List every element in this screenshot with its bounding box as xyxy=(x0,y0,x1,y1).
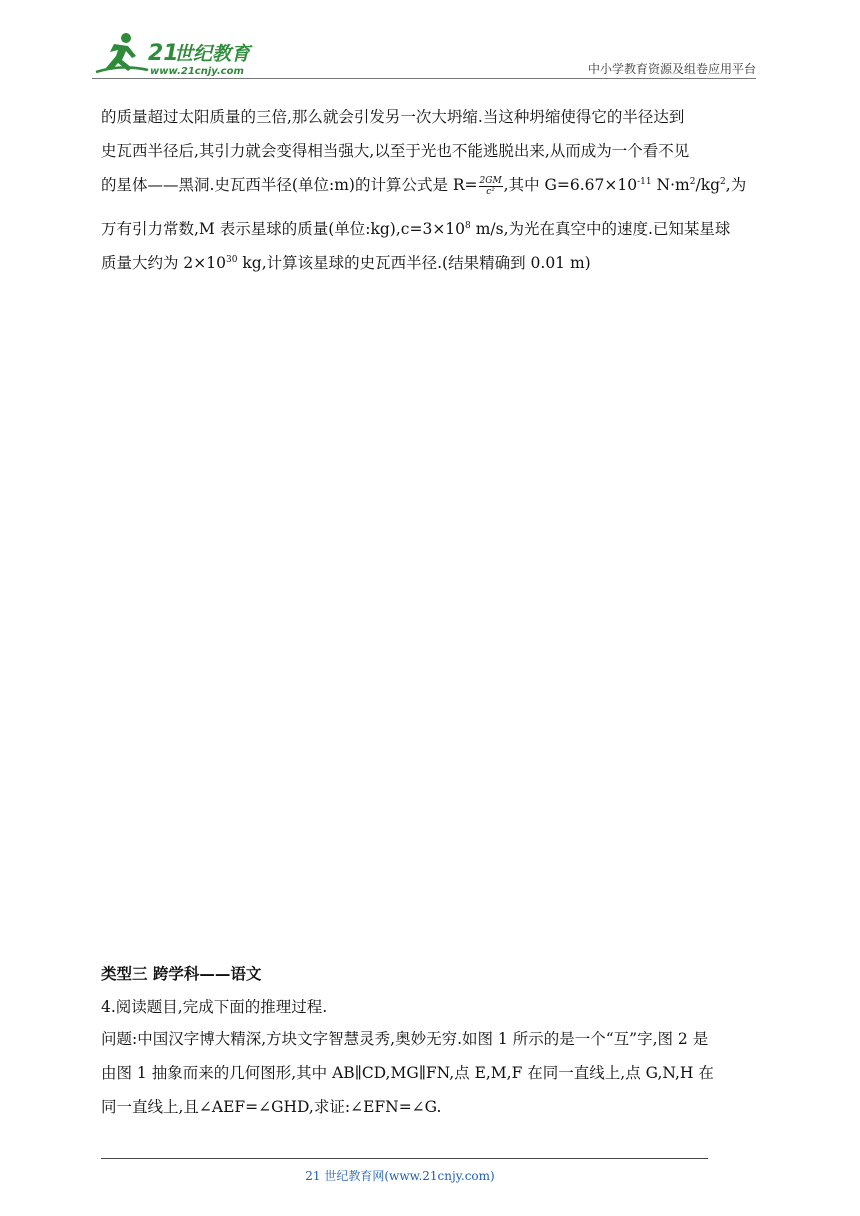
svg-text:21: 21 xyxy=(148,41,179,66)
site-logo xyxy=(92,30,262,80)
section-title: 类型三 跨学科——语文 xyxy=(101,965,262,983)
schwarzschild-fraction xyxy=(479,176,503,197)
exponent: 2 xyxy=(689,176,696,187)
runner-icon xyxy=(96,33,148,72)
line-3-text-c: N·m xyxy=(651,176,690,194)
line-5-text-a: 质量大约为 2×10 xyxy=(101,254,226,272)
exponent: -11 xyxy=(637,176,652,187)
problem-3-line-3 xyxy=(101,170,765,200)
line-5-text-b: kg,计算该星球的史瓦西半径.(结果精确到 0.01 m) xyxy=(237,254,591,272)
svg-text:www.21cnjy.com: www.21cnjy.com xyxy=(150,66,244,77)
exponent: 30 xyxy=(226,254,238,265)
line-3-text-d: /kg xyxy=(695,176,721,194)
problem-4-line-4: 同一直线上,且∠AEF=∠GHD,求证:∠EFN=∠G. xyxy=(101,1098,442,1116)
problem-4-line-3: 由图 1 抽象而来的几何图形,其中 AB∥CD,MG∥FN,点 E,M,F 在同一直线上,点 G,N,H 在 xyxy=(101,1064,714,1082)
line-4-text-b: m/s,为光在真空中的速度.已知某星球 xyxy=(470,220,731,238)
svg-text:世纪教育: 世纪教育 xyxy=(174,43,251,65)
problem-4-line-1: 4.阅读题目,完成下面的推理过程. xyxy=(101,998,328,1016)
problem-3-line-5 xyxy=(101,248,765,278)
problem-4-line-2: 问题:中国汉字博大精深,方块文字智慧灵秀,奥妙无穷.如图 1 所示的是一个“互”字,图 2 是 xyxy=(101,1030,709,1048)
page-header xyxy=(0,0,860,90)
line-3-text-a: 的星体——黑洞.史瓦西半径(单位:m)的计算公式是 R= xyxy=(101,176,478,194)
header-divider xyxy=(92,78,756,79)
line-3-text-b: ,其中 G=6.67×10 xyxy=(503,176,638,194)
line-4-text-a: 万有引力常数,M 表示星球的质量(单位:kg),c=3×10 xyxy=(101,220,466,238)
exponent: 8 xyxy=(465,220,471,231)
exponent: 2 xyxy=(720,176,726,187)
problem-3-line-2: 史瓦西半径后,其引力就会变得相当强大,以至于光也不能逃脱出来,从而成为一个看不见 xyxy=(101,142,690,160)
footer-divider xyxy=(101,1158,708,1159)
header-tagline: 中小学教育资源及组卷应用平台 xyxy=(587,62,756,76)
problem-3-line-4 xyxy=(101,214,765,244)
problem-3-line-1: 的质量超过太阳质量的三倍,那么就会引发另一次大坍缩.当这种坍缩使得它的半径达到 xyxy=(101,108,685,126)
fraction-denominator: c² xyxy=(486,186,495,197)
footer-link[interactable]: 21 世纪教育网(www.21cnjy.com) xyxy=(305,1169,495,1183)
fraction-numerator: 2GM xyxy=(479,175,502,186)
line-3-text-e: ,为 xyxy=(725,176,747,194)
